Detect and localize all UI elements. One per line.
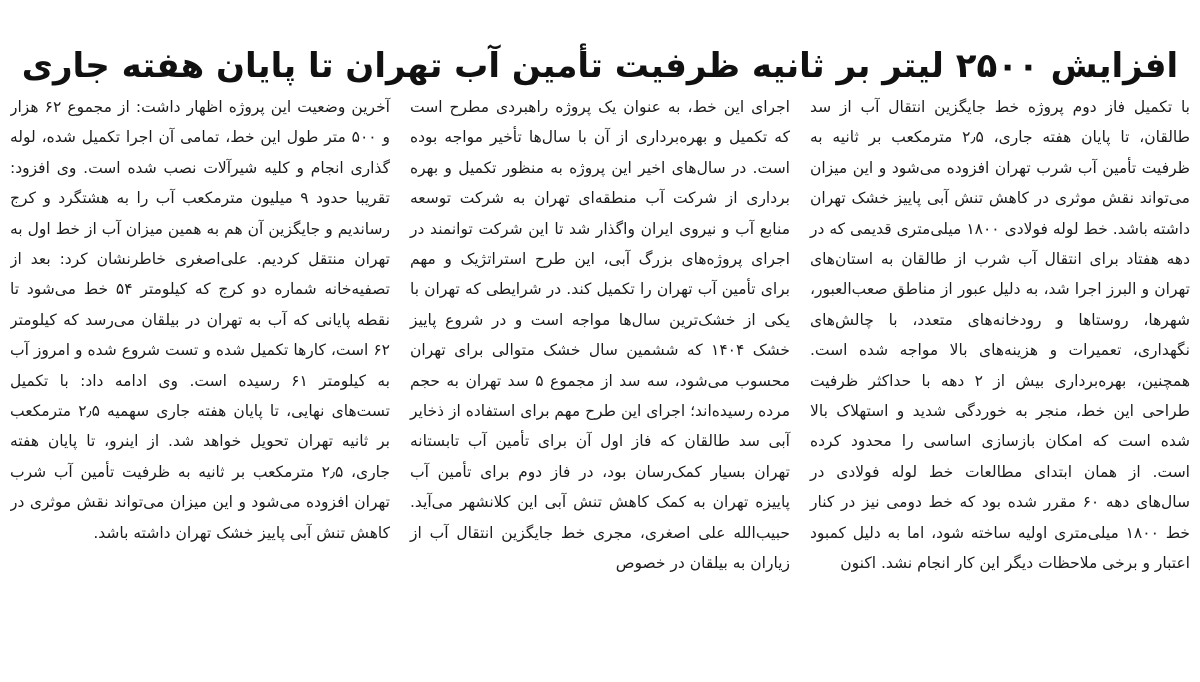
- article-column-right: [806, 92, 1190, 672]
- column-middle-text: اجرای این خط، به عنوان یک پروژه راهبردی مطرح است که تکمیل و بهره‌برداری از آن با سال‌ها تأخیر مواجه بوده است. در سال‌های اخیر این پروژه به منظور تکمیل و بهره برداری از شرکت آب منطقه‌ای تهران به شرکت توسعه منابع آب و نیروی ایران واگذار شد تا این شرکت توانمند در اجرای پروژه‌های بزرگ آبی، این طرح استراتژیک و مهم برای تأمین آب تهران را تکمیل کند. در شرایطی که تهران با یکی از خشک‌ترین سال‌ها مواجه است و در شروع پاییز خشک ۱۴۰۴ که ششمین سال خشک متوالی برای تهران محسوب می‌شود، سه سد از مجموع ۵ سد تهران به حجم مرده رسیده‌اند؛ اجرای این طرح مهم برای استفاده از ذخایر آبی سد طالقان که فاز اول آن برای تأمین آب تابستانه تهران بسیار کمک‌رسان بود، در فاز دوم برای تأمین آب پاییزه تهران به کمک کاهش تنش آبی این کلانشهر می‌آید. حبیب‌الله علی اصغری، مجری خط جایگزین انتقال آب از زیاران به بیلقان در خصوص: [410, 98, 791, 573]
- article-columns: [10, 92, 1190, 672]
- column-left-text: آخرین وضعیت این پروژه اظهار داشت: از مجموع ۶۲ هزار و ۵۰۰ متر طول این خط، تمامی آن اجرا تکمیل شده، لوله گذاری انجام و کلیه شیرآلات نصب شده است. وی افزود: تقریبا حدود ۹ میلیون مترمکعب آب را به هشتگرد و کرج رساندیم و جایگزین آن هم به همین میزان آب از خط اول به تهران منتقل کردیم. علی‌اصغری خاطرنشان کرد: بعد از تصفیه‌خانه شماره دو کرج که کیلومتر ۵۴ خط می‌شود تا نقطه پایانی که آب به تهران در بیلقان می‌رسد که کیلومتر ۶۲ است، کارها تکمیل شده و تست شروع شده و امروز آب به کیلومتر ۶۱ رسیده است. وی ادامه داد: با تکمیل تست‌های نهایی، تا پایان هفته جاری سهمیه ۲٫۵ مترمکعب بر ثانیه تهران تحویل خواهد شد. از اینرو، تا پایان هفته جاری، ۲٫۵ مترمکعب بر ثانیه به ظرفیت تأمین آب شرب تهران افزوده می‌شود و این میزان می‌تواند نقش موثری در کاهش تنش آبی پاییز خشک تهران داشته باشد.: [10, 98, 391, 542]
- article-column-middle: [408, 92, 792, 672]
- article-column-left: [10, 92, 394, 672]
- column-right-text: با تکمیل فاز دوم پروژه خط جایگزین انتقال آب از سد طالقان، تا پایان هفته جاری، ۲٫۵ مترمکعب بر ثانیه به ظرفیت تأمین آب شرب تهران افزوده می‌شود و این میزان می‌تواند نقش موثری در کاهش تنش آبی پاییز خشک تهران داشته باشد. خط لوله فولادی ۱۸۰۰ میلی‌متری قدیمی که در دهه هفتاد برای انتقال آب شرب از طالقان به استان‌های تهران و البرز اجرا شد، به دلیل عبور از مناطق صعب‌العبور، شهرها، روستاها و رودخانه‌های متعدد، با چالش‌های نگهداری، تعمیرات و هزینه‌های بالا مواجه شده است. همچنین، بهره‌برداری بیش از ۲ دهه با حداکثر ظرفیت طراحی این خط، منجر به خوردگی شدید و استهلاک بالا شده است که امکان بازسازی اساسی را محدود کرده است. از همان ابتدای مطالعات خط لوله فولادی در سال‌های دهه ۶۰ مقرر شده بود که خط دومی نیز در کنار خط ۱۸۰۰ میلی‌متری اولیه ساخته شود، اما به دلیل کمبود اعتبار و برخی ملاحظات دیگر این کار انجام نشد. اکنون: [810, 98, 1190, 573]
- article-headline: افزایش ۲۵۰۰ لیتر بر ثانیه ظرفیت تأمین آب تهران تا پایان هفته جاری: [21, 45, 1179, 86]
